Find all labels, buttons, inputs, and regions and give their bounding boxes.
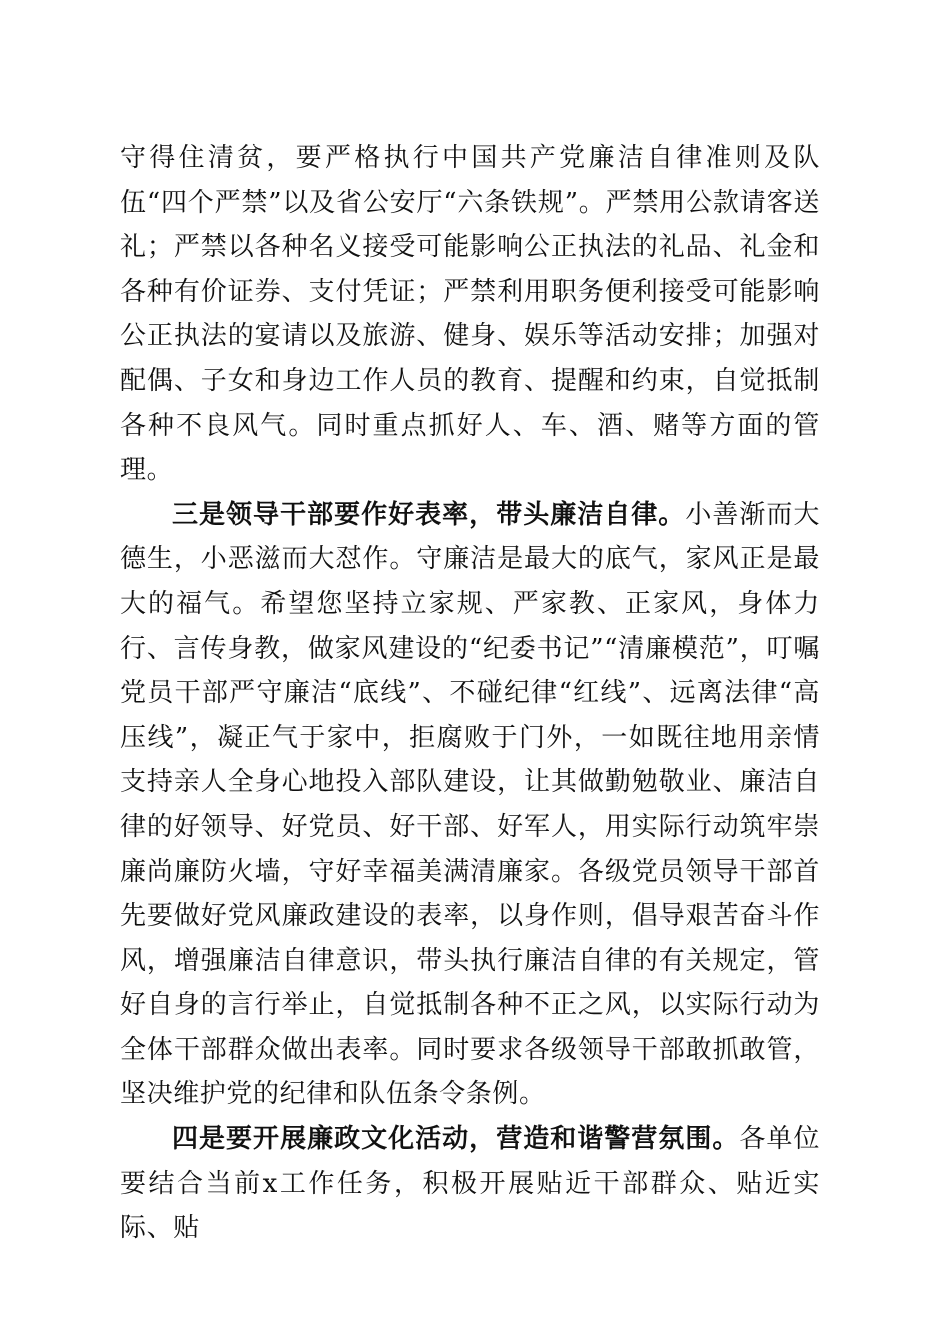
paragraph-1-text: 守得住清贫，要严格执行中国共产党廉洁自律准则及队伍“四个严禁”以及省公安厅“六条铁规”。严禁用公款请客送礼；严禁以各种名义接受可能影响公正执法的礼品、礼金和各种有价证券、支付凭证；严禁利用职务便利接受可能影响公正执法的宴请以及旅游、健身、娱乐等活动安排；加强对配偶、子女和身边工作人员的教育、提醒和约束，自觉抵制各种不良风气。同时重点抓好人、车、酒、赌等方面的管理。 [120,143,820,486]
document-body [120,136,820,1251]
paragraph-leaders-example [120,493,820,1117]
paragraph-2-text: 小善渐而大德生，小恶滋而大怼作。守廉洁是最大的底气，家风正是最大的福气。希望您坚持立家规、严家教、正家风，身体力行、言传身教，做家风建设的“纪委书记”“清廉模范”，叮嘱党员干部严守廉洁“底线”、不碰纪律“红线”、远离法律“高压线”，凝正气于家中，拒腐败于门外，一如既往地用亲情支持亲人全身心地投入部队建设，让其做勤勉敬业、廉洁自律的好领导、好党员、好干部、好军人，用实际行动筑牢崇廉尚廉防火墙，守好幸福美满清廉家。各级党员领导干部首先要做好党风廉政建设的表率，以身作则，倡导艰苦奋斗作风，增强廉洁自律意识，带头执行廉洁自律的有关规定，管好自身的言行举止，自觉抵制各种不正之风，以实际行动为全体干部群众做出表率。同时要求各级领导干部敢抓敢管，坚决维护党的纪律和队伍条令条例。 [120,499,820,1110]
paragraph-continued [120,136,820,493]
paragraph-3-text: 各单位要结合当前x工作任务，积极开展贴近干部群众、贴近实际、贴 [120,1124,820,1244]
paragraph-culture-activities [120,1117,820,1251]
paragraph-3-lead: 四是要开展廉政文化活动，营造和谐警营氛围。 [172,1124,740,1155]
paragraph-2-lead: 三是领导干部要作好表率，带头廉洁自律。 [172,499,686,530]
